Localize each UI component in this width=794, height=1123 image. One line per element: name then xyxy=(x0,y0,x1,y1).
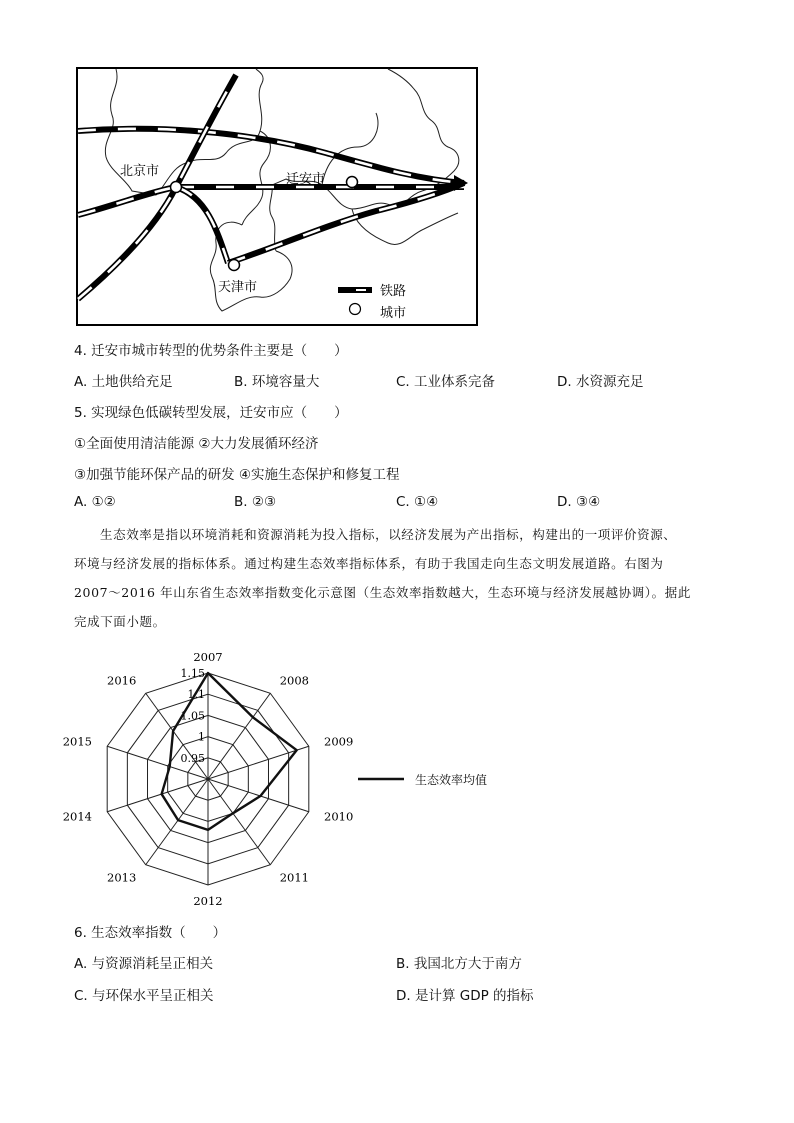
spoke-2008 xyxy=(208,693,270,779)
beijing-city-marker xyxy=(171,182,182,193)
qianan-city-marker xyxy=(347,177,358,188)
q5-stem: 5. 实现绿色低碳转型发展，迁安市应（ ） xyxy=(74,405,348,421)
q4-stem: 4. 迁安市城市转型的优势条件主要是（ ） xyxy=(74,343,348,359)
category-label: 2015 xyxy=(62,734,92,749)
category-label: 2014 xyxy=(62,809,92,824)
qianan-label: 迁安市 xyxy=(286,172,326,187)
q6-option-a[interactable]: A. 与资源消耗呈正相关 xyxy=(74,956,214,972)
category-label: 2009 xyxy=(324,734,354,749)
category-label: 2011 xyxy=(279,870,309,885)
passage-line-1: 生态效率是指以环境消耗和资源消耗为投入指标，以经济发展为产出指标，构建出的一项评价资源、 xyxy=(100,527,677,542)
q4-option-c[interactable]: C. 工业体系完备 xyxy=(396,374,496,390)
ring-label: 1.1 xyxy=(187,688,205,702)
spoke-2010 xyxy=(208,779,309,812)
passage-line-4: 完成下面小题。 xyxy=(74,614,166,629)
ring-label: 1 xyxy=(198,730,205,744)
tianjin-city-marker xyxy=(229,260,240,271)
q5-option-b[interactable]: B. ②③ xyxy=(234,494,277,510)
passage-line-2: 环境与经济发展的指标体系。通过构建生态效率指标体系，有助于我国走向生态文明发展道路。右图为 xyxy=(74,556,664,571)
category-label: 2007 xyxy=(193,650,223,664)
legend-city-label: 城市 xyxy=(380,306,407,321)
ring-label: 1.05 xyxy=(180,709,205,723)
spoke-2011 xyxy=(208,779,270,865)
q6-stem: 6. 生态效率指数（ ） xyxy=(74,925,227,941)
ring-label: 1.15 xyxy=(180,667,205,680)
ring-label: 0.95 xyxy=(180,751,205,765)
eco-efficiency-radar-chart xyxy=(62,645,366,910)
chart-legend-swatch xyxy=(358,771,406,787)
passage xyxy=(74,520,720,636)
railway-map xyxy=(76,67,478,326)
q5-items-line2: ③加强节能环保产品的研发 ④实施生态保护和修复工程 xyxy=(74,467,400,483)
q4-option-b[interactable]: B. 环境容量大 xyxy=(234,374,320,390)
q6-option-d[interactable]: D. 是计算 GDP 的指标 xyxy=(396,988,534,1004)
q5-items-line1: ①全面使用清洁能源 ②大力发展循环经济 xyxy=(74,436,319,452)
category-label: 2008 xyxy=(279,673,309,688)
q5-option-d[interactable]: D. ③④ xyxy=(557,494,601,510)
beijing-label: 北京市 xyxy=(120,164,160,179)
category-label: 2010 xyxy=(324,809,354,824)
category-label: 2012 xyxy=(193,894,223,908)
q4-option-d[interactable]: D. 水资源充足 xyxy=(557,374,644,390)
q6-option-c[interactable]: C. 与环保水平呈正相关 xyxy=(74,988,214,1004)
radar-ring-labels xyxy=(181,667,206,765)
tianjin-label: 天津市 xyxy=(218,280,258,295)
spoke-2014 xyxy=(107,779,208,812)
legend-city-marker xyxy=(350,304,361,315)
category-label: 2016 xyxy=(107,673,137,688)
spoke-2009 xyxy=(208,746,309,779)
chart-legend-label: 生态效率均值 xyxy=(415,773,488,787)
passage-line-3: 2007～2016 年山东省生态效率指数变化示意图（生态效率指数越大，生态环境与经济发展越协调）。据此 xyxy=(74,585,691,600)
q6-option-b[interactable]: B. 我国北方大于南方 xyxy=(396,956,522,972)
category-label: 2013 xyxy=(107,870,137,885)
q4-option-a[interactable]: A. 土地供给充足 xyxy=(74,374,173,390)
q5-option-c[interactable]: C. ①④ xyxy=(396,494,439,510)
q5-option-a[interactable]: A. ①② xyxy=(74,494,116,510)
legend-railway-label: 铁路 xyxy=(380,284,407,299)
spoke-2013 xyxy=(146,779,208,865)
